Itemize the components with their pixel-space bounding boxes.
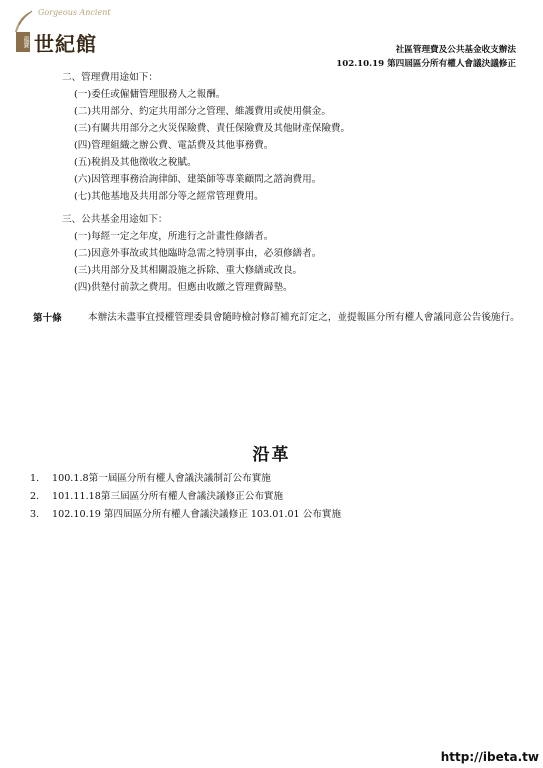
quill-icon <box>12 10 34 34</box>
history-title: 沿革 <box>252 445 291 465</box>
logo <box>8 6 111 56</box>
history-item-number: 1. <box>30 473 40 484</box>
article-label: 第十條 <box>33 313 62 324</box>
section3-item: (三)共用部分及其相關設施之拆除、重大修繕或改良。 <box>74 265 303 276</box>
section3-item: (一)每經一定之年度，所進行之計畫性修繕者。 <box>74 231 274 242</box>
section3-heading: 三、公共基金用途如下： <box>62 214 168 225</box>
section2-item: (二)共用部分、約定共用部分之管理、維護費用或使用償金。 <box>74 106 331 117</box>
article-text: 本辦法未盡事宜授權管理委員會隨時檢討修訂補充訂定之，並提報區分所有權人會議同意公告後施行。 <box>88 312 520 323</box>
section2-item: (五)稅捐及其他徵收之稅賦。 <box>74 157 197 168</box>
section2-item: (六)因管理事務洽詢律師、建築師等專業顧問之諮詢費用。 <box>74 174 322 185</box>
logo-box-text: 龍寶 <box>16 32 30 52</box>
section2-item: (一)委任或僱傭管理服務人之報酬。 <box>74 89 226 100</box>
section2-heading: 二、管理費用途如下： <box>62 72 158 83</box>
section2-item: (三)有關共用部分之火災保險費、責任保險費及其他財產保險費。 <box>74 123 351 134</box>
history-item <box>30 470 271 484</box>
section3-item: (四)供墊付前款之費用。但應由收繳之管理費歸墊。 <box>74 282 293 293</box>
history-item-number: 3. <box>30 509 40 520</box>
history-item <box>30 506 341 520</box>
logo-name: 世紀館 <box>34 32 97 56</box>
header-title: 社區管理費及公共基金收支辦法 <box>395 45 516 55</box>
logo-script-text: Gorgeous Ancient <box>38 8 111 17</box>
section2-item: (七)其他基地及共用部分等之經常管理費用。 <box>74 191 264 202</box>
history-item-text: 102.10.19 第四屆區分所有權人會議決議修正 103.01.01 公布實施 <box>52 509 342 520</box>
header-subtitle: 102.10.19 第四屆區分所有權人會議決議修正 <box>336 59 516 69</box>
section3-item: (二)因意外事故或其他臨時急需之特別事由，必須修繕者。 <box>74 248 322 259</box>
history-item <box>30 488 283 502</box>
history-item-text: 100.1.8第一屆區分所有權人會議決議制訂公布實施 <box>52 473 271 484</box>
watermark-url: http://ibeta.tw <box>440 750 539 764</box>
history-item-number: 2. <box>30 491 40 502</box>
section2-item: (四)管理組織之辦公費、電話費及其他事務費。 <box>74 140 274 151</box>
history-item-text: 101.11.18第三屆區分所有權人會議決議修正公布實施 <box>52 491 284 502</box>
